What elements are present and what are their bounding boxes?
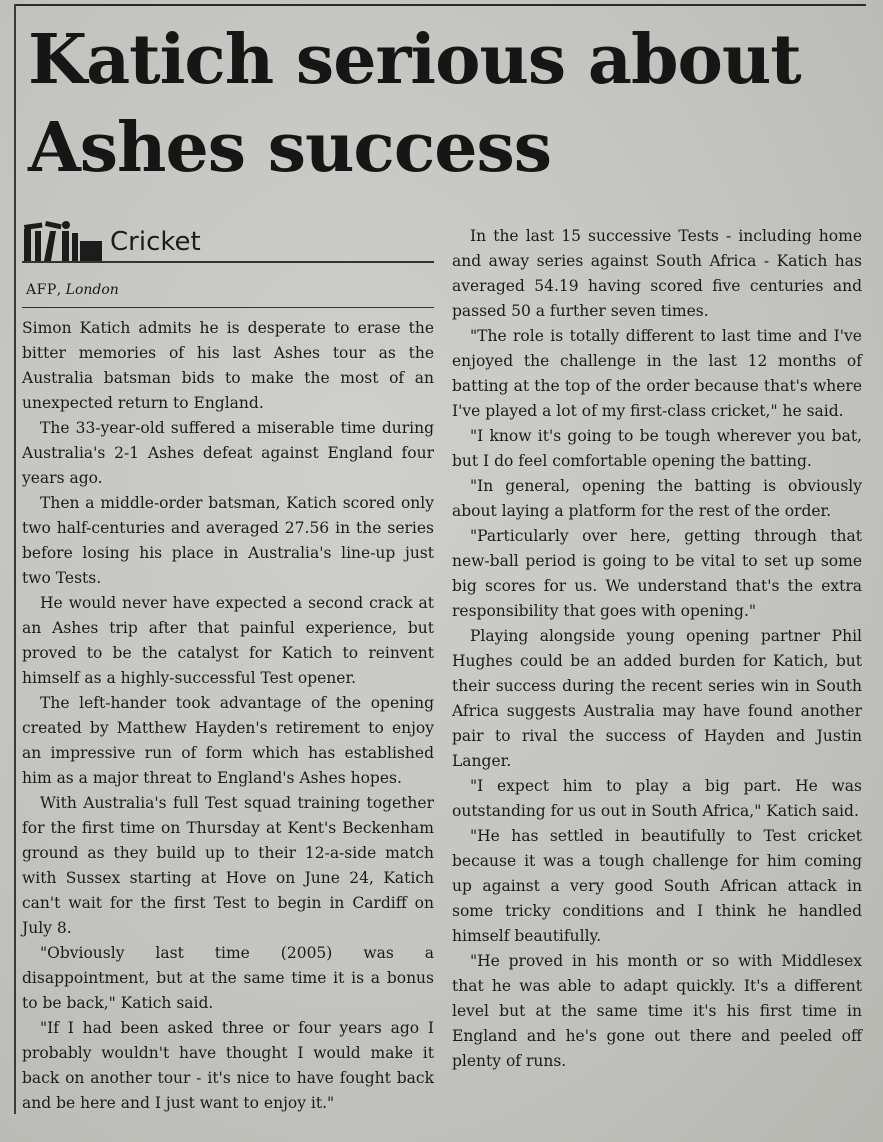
paragraph: In the last 15 successive Tests - including home and away series against South Africa - Katich has averaged 54.19 having scored five centuries and passed 50 a further seven times. [452, 227, 862, 320]
headline: Katich serious about Ashes success [28, 20, 801, 188]
paragraph: "The role is totally different to last time and I've enjoyed the challenge in the last 12 months of batting at the top of the order because that's where I've played a lot of my first-class cricket," he said. [452, 327, 862, 420]
right-column [452, 224, 862, 1074]
paragraph: "Obviously last time (2005) was a disappointment, but at the same time it is a bonus to be back," Katich said. [22, 944, 434, 1012]
paragraph: The left-hander took advantage of the opening created by Matthew Hayden's retirement to enjoy an impressive run of form which has established him as a major threat to England's Ashes hopes. [22, 694, 434, 787]
cricket-stumps-icon [22, 219, 104, 261]
paragraph: "If I had been asked three or four years ago I probably wouldn't have thought I would make it back on another tour - it's nice to have fought back and be here and I just want to enjoy it." [22, 1019, 434, 1112]
paragraph: "In general, opening the batting is obviously about laying a platform for the rest of the order. [452, 477, 862, 520]
section-tag [22, 215, 434, 263]
byline-agency: AFP [26, 282, 57, 298]
paragraph: "He proved in his month or so with Middlesex that he was able to adapt quickly. It's a different level but at the same time it's his first time in England and he's gone out there and peeled off plenty of runs. [452, 952, 862, 1070]
section-label: Cricket [110, 227, 201, 257]
byline-location: London [65, 282, 119, 298]
left-column [22, 215, 434, 1116]
paragraph: Simon Katich admits he is desperate to erase the bitter memories of his last Ashes tour as the Australia batsman bids to make the most of an unexpected return to England. [22, 319, 434, 412]
paragraph: He would never have expected a second crack at an Ashes trip after that painful experience, but proved to be the catalyst for Katich to reinvent himself as a highly-successful Test opener. [22, 594, 434, 687]
paragraph: Then a middle-order batsman, Katich scored only two half-centuries and averaged 27.56 in the series before losing his place in Australia's line-up just two Tests. [22, 494, 434, 587]
paragraph: "I know it's going to be tough wherever you bat, but I do feel comfortable opening the batting. [452, 427, 862, 470]
byline: AFP, London [22, 273, 434, 308]
column-rule [14, 4, 16, 1114]
top-rule [14, 4, 866, 6]
paragraph: "Particularly over here, getting through that new-ball period is going to be vital to set up some big scores for us. We understand that's the extra responsibility that goes with opening." [452, 527, 862, 620]
paragraph: Playing alongside young opening partner Phil Hughes could be an added burden for Katich, but their success during the recent series win in South Africa suggests Australia may have found another pair to rival the success of Hayden and Justin Langer. [452, 627, 862, 770]
paragraph: "I expect him to play a big part. He was outstanding for us out in South Africa," Katich said. [452, 777, 862, 820]
paragraph: The 33-year-old suffered a miserable time during Australia's 2-1 Ashes defeat against England four years ago. [22, 419, 434, 487]
paragraph: With Australia's full Test squad training together for the first time on Thursday at Kent's Beckenham ground as they build up to their 12-a-side match with Sussex starting at Hove on June 24, Katich can't wait for the first Test to begin in Cardiff on July 8. [22, 794, 434, 937]
paragraph: "He has settled in beautifully to Test cricket because it was a tough challenge for him coming up against a very good South African attack in some tricky conditions and I think he handled himself beautifully. [452, 827, 862, 945]
